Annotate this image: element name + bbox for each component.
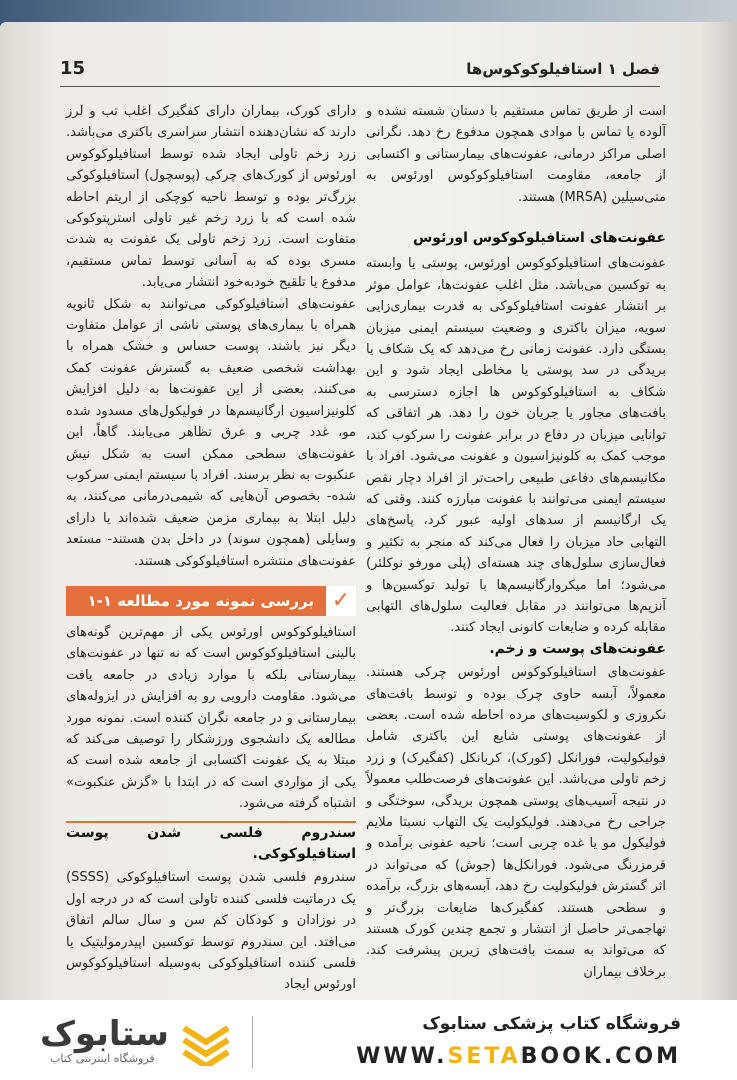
left-column (66, 101, 356, 996)
url-suffix: .COM (603, 1044, 681, 1069)
url-middle: BOOK (520, 1044, 604, 1069)
page-number: 15 (60, 58, 86, 79)
store-url[interactable] (356, 1044, 681, 1069)
intro-paragraph: است از طریق تماس مستقیم با دستان شسته نشده و آلوده یا تماس با موادی همچون مدفوع رخ دهد. نگرانی اصلی مراکز درمانی، عفونت‌های بیمارستانی و اکتسابی از جامعه، مقاومت استافیلوکوکوس اورئوس به متی‌سیلین (MRSA) هستند. (366, 104, 666, 205)
paragraph: عفونت‌های استافیلوکوکوس اورئوس، پوستی یا وابسته به توکسین می‌باشد. مثل اغلب عفونت‌ها، عوامل موثر بر انتشار عفونت استافیلوکوکی به قدرت بیماری‌زایی سویه، میزان باکتری و وضعیت سیستم ایمنی میزبان بستگی دارد. عفونت زمانی رخ می‌دهد که یک شکاف یا بریدگی در سد پوستی یا مخاطی ایجاد شود و این شکاف به استافیلوکوکوس ها اجازه دسترسی به بافت‌های مجاور یا جریان خون را دهد. هر اتفاقی که توانایی میزبان در دفاع در برابر عفونت را سرکوب کند، موجب کمک به کلونیزاسیون و عفونت می‌شود. افراد با مکانیسم‌های دفاعی طبیعی راحت‌تر از افراد دچار نقص سیستم ایمنی می‌توانند با عفونت مبارزه کنند. وقتی که یک ارگانیسم از سدهای اولیه عبور کرد، پاسخ‌های التهابی حاد میزبان را فعال می‌کند که منجر به تکثیر و فعال‌سازی سلول‌های چند هسته‌ای (پلی مورفو نوکلئر) می‌شود؛ اما میکروارگانیسم‌ها با تولید توکسین‌ها و آنزیم‌ها می‌توانند در مقابل فعالیت سلول‌های التهابی مقابله کرده و ضایعات کانونی ایجاد کنند. (366, 256, 666, 636)
store-banner (0, 1000, 737, 1080)
url-prefix: WWW. (356, 1044, 448, 1069)
check-icon: ✓ (326, 586, 356, 616)
page-header (60, 58, 660, 82)
subsection-title: سندروم فلسی شدن پوست استافیلوکوکی. (66, 824, 356, 862)
page-spine-shadow (700, 22, 737, 1007)
stacked-chevrons-icon (180, 1022, 232, 1066)
right-column (366, 101, 666, 983)
logo-subtitle: فروشگاه اینترنتی کتاب (50, 1052, 155, 1065)
store-logo (40, 1014, 230, 1070)
paragraph: عفونت‌های استافیلوکوکی می‌توانند به شکل ثانویه همراه با بیماری‌های پوستی ناشی از عوامل متفاوت دیگر نیز باشند. پوست حساس و خشک همراه با بهداشت شخصی ضعیف به گسترش عفونت کمک می‌کنند. بعضی از این عفونت‌ها به دلیل افزایش کلونیزاسیون ارگانیسم‌ها در فولیکول‌های مسدود شده مو، غدد چربی و عرق تظاهر می‌یابند. گاهاً، این عفونت‌های سطحی ممکن است به شکل نیش عنکبوت به نظر برسند. افراد با سیستم ایمنی سرکوب شده- بخصوص آن‌هایی که شیمی‌درمانی می‌کنند، به دلیل ابتلا به بیماری مزمن ضعیف شده‌اند یا دارای وسایلی (همچون سوند) در داخل بدن هستند- مستعد عفونت‌های منتشره استافیلوکوکی هستند. (66, 296, 356, 569)
section-title: عفونت‌های استافیلوکوکوس اورئوس (412, 230, 666, 247)
case-study-body: استافیلوکوکوس اورئوس یکی از مهم‌ترین گونه‌های بالینی استافیلوکوکوس است که نه تنها در عفونت‌های بیمارستانی بلکه با موارد زیادی در جامعه یافت می‌شود. مقاومت دارویی رو به افزایش در ایزوله‌های بیمارستانی و در جامعه نگران کننده است. نمونه مورد مطالعه یک دانشجوی ورزشکار را توصیف می‌کند که مبتلا به یک عفونت اکتسابی از جامعه شده است که یکی از مواردی است که در ابتدا با «گزش عنکبوت» اشتباه گرفته می‌شود. (66, 622, 356, 823)
chapter-title: فصل ۱ استافیلوکوکوس‌ها (466, 60, 660, 78)
store-name: فروشگاه کتاب پزشکی ستابوک (422, 1014, 681, 1034)
case-study-header (66, 586, 356, 616)
logo-text: ستابوک (40, 1014, 169, 1054)
paragraph: دارای کورک، بیماران دارای کفگیرک اغلب تب و لرز دارند که نشان‌دهنده انتشار سراسری باکتری می‌باشد. زرد زخم تاولی ایجاد شده توسط استافیلوکوکوس اورئوس از کورک‌های چرکی (پوسچول) استافیلوکوکی بزرگ‌تر بوده و توسط ناحیه کوچکی از اریتم احاطه شده است که با زرد زخم غیر تاولی استرپتوکوکی متفاوت است. زرد زخم تاولی یک عفونت به شدت مسری بوده که به آسانی توسط تماس مستقیم، مدفوع یا تلقیح خودبه‌خود انتشار می‌یابد. (66, 104, 356, 291)
paragraph: سندروم فلسی شدن پوست استافیلوکوکی (SSSS) یک درماتیت فلسی کننده تاولی است که در درجه اول در نوزادان و کودکان کم سن و سال سالم اتفاق می‌افتد. این سندروم توسط توکسین اپیدرمولیتیک یا فلسی کننده استافیلوکوکی به‌وسیله استافیلوکوکوس اورئوس ایجاد (66, 870, 356, 993)
subsection-title: عفونت‌های پوست و زخم. (489, 640, 666, 657)
case-study-title: بررسی نمونه مورد مطالعه ۱-۱ (87, 591, 314, 610)
divider (252, 1016, 253, 1068)
paragraph: عفونت‌های استافیلوکوکوس اورئوس چرکی هستند. معمولاً، آبسه حاوی چرک بوده و توسط بافت‌های نکروزی و لکوسیت‌های مرده احاطه شده است. بعضی از عفونت‌های پوستی شایع این باکتری شامل فولیکولیت، فورانکل (کورک)، کربانکل (کفگیرک) و زرد زخم تاولی می‌باشد. این عفونت‌های فرصت‌طلب معمولاً در نتیجه آسیب‌های پوستی همچون بریدگی، سوختگی و جراحی رخ می‌دهند. فولیکولیت یک التهاب نسبتا ملایم فولیکول مو یا غده چربی است؛ ناحیه عفونی برآمده و قرمزرنگ می‌شود. فورانکل‌ها (جوش) که می‌تواند در اثر گسترش فولیکولیت رخ دهد، آبسه‌های بزرگ، برآمده و سطحی هستند. کفگیرک‌ها ضایعات بزرگ‌تر و تهاجمی‌تر حاصل از انتشار و تجمع چندین کورک هستند که می‌تواند به سمت بافت‌های زیرین پیشرفت کند. برخلاف بیماران (366, 665, 666, 980)
header-rule (60, 86, 660, 87)
url-highlight: SETA (447, 1044, 521, 1069)
